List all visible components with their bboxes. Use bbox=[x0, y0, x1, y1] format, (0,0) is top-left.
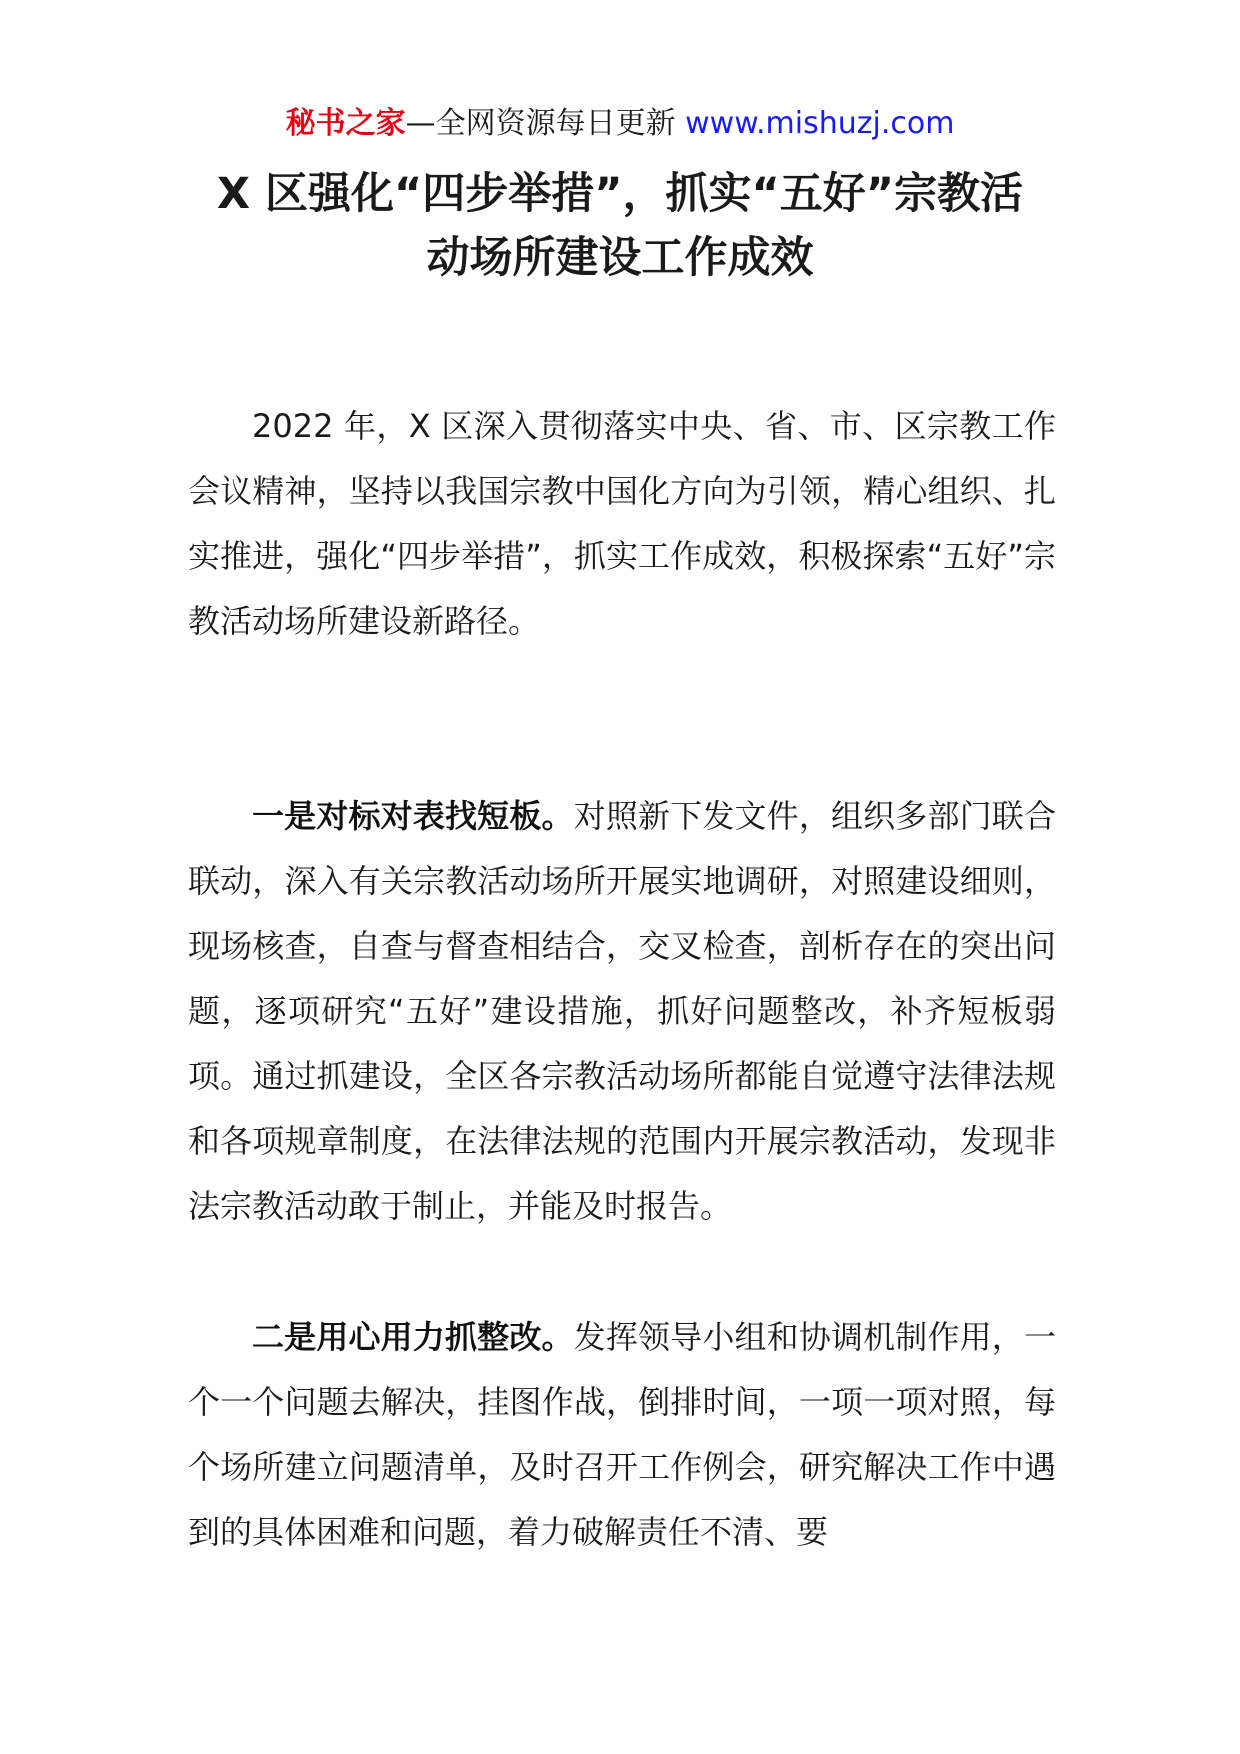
section-two-heading: 二是用心用力抓整改。 bbox=[252, 1318, 574, 1356]
title-line-2: 动场所建设工作成效 bbox=[426, 233, 814, 283]
section-one-heading: 一是对标对表找短板。 bbox=[252, 797, 574, 835]
brand-name: 秘书之家 bbox=[285, 106, 406, 141]
section-two-paragraph bbox=[188, 1305, 1056, 1565]
site-header bbox=[0, 104, 1240, 144]
site-slogan: —全网资源每日更新 bbox=[405, 106, 676, 141]
intro-paragraph: 2022 年，X 区深入贯彻落实中央、省、市、区宗教工作会议精神，坚持以我国宗教中国化方向为引领，精心组织、扎实推进，强化“四步举措”，抓实工作成效，积极探索“五好”宗教活动场所建设新路径。 bbox=[188, 407, 1056, 640]
section-one-paragraph bbox=[188, 784, 1056, 1239]
site-url-link[interactable]: www.mishuzj.com bbox=[685, 106, 955, 141]
document-title bbox=[140, 162, 1100, 290]
section-one-text: 对照新下发文件，组织多部门联合联动，深入有关宗教活动场所开展实地调研，对照建设细则，现场核查，自查与督查相结合，交叉检查，剖析存在的突出问题，逐项研究“五好”建设措施，抓好问题整改，补齐短板弱项。通过抓建设，全区各宗教活动场所都能自觉遵守法律法规和各项规章制度，在法律法规的范围内开展宗教活动，发现非法宗教活动敢于制止，并能及时报告。 bbox=[188, 797, 1056, 1225]
section-two-text: 发挥领导小组和协调机制作用，一个一个问题去解决，挂图作战，倒排时间，一项一项对照，每个场所建立问题清单，及时召开工作例会，研究解决工作中遇到的具体困难和问题，着力破解责任不清、要 bbox=[188, 1318, 1056, 1551]
title-line-1: X 区强化“四步举措”，抓实“五好”宗教活 bbox=[216, 169, 1024, 219]
